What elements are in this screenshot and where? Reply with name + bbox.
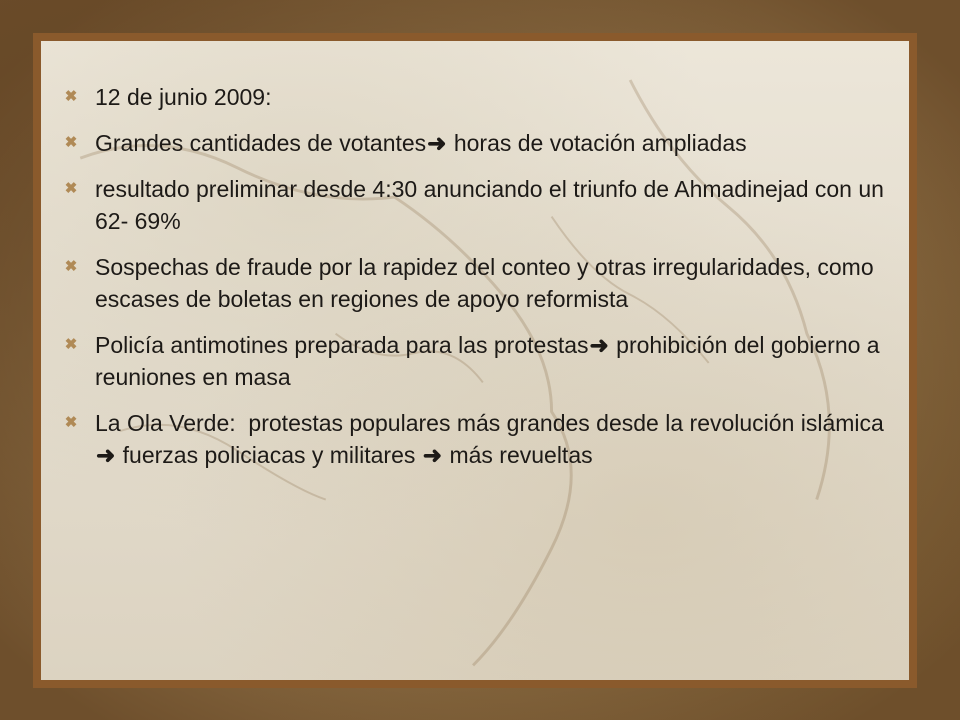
cross-bullet-icon: ✖ (64, 258, 78, 275)
bullet-item-results (61, 173, 891, 237)
bullet-item-police (61, 329, 891, 393)
cross-bullet-icon: ✖ (64, 180, 78, 197)
right-arrow-icon: ➜ (96, 442, 116, 468)
bullet-text: Sospechas de fraude por la rapidez del conteo y otras irregularidades, como escases de boletas en regiones de apoyo reformista (95, 254, 881, 312)
bullet-text: más revueltas (443, 442, 593, 468)
bullet-text: Grandes cantidades de votantes (95, 130, 427, 156)
bullet-list (61, 81, 891, 485)
bullet-text: Policía antimotines preparada para las protestas (95, 332, 589, 358)
cross-bullet-icon: ✖ (64, 336, 78, 353)
bullet-text: horas de votación ampliadas (447, 130, 747, 156)
cross-bullet-icon: ✖ (64, 88, 78, 105)
bullet-item-fraud (61, 251, 891, 315)
bullet-text: 12 de junio 2009: (95, 84, 272, 110)
bullet-text: resultado preliminar desde 4:30 anunciando el triunfo de Ahmadinejad con un 62- 69% (95, 176, 891, 234)
bullet-text: fuerzas policiacas y militares (116, 442, 422, 468)
bullet-text: prohibición del gobierno a reuniones en masa (95, 332, 886, 390)
cross-bullet-icon: ✖ (64, 414, 78, 431)
slide-frame (33, 33, 917, 688)
cross-bullet-icon: ✖ (64, 134, 78, 151)
right-arrow-icon: ➜ (422, 442, 443, 468)
right-arrow-icon: ➜ (427, 130, 447, 156)
bullet-item-voters (61, 127, 891, 159)
right-arrow-icon: ➜ (589, 332, 609, 358)
bullet-item-green-wave (61, 407, 891, 471)
bullet-item-date (61, 81, 891, 113)
bullet-text: La Ola Verde: protestas populares más grandes desde la revolución islámica (95, 410, 884, 436)
